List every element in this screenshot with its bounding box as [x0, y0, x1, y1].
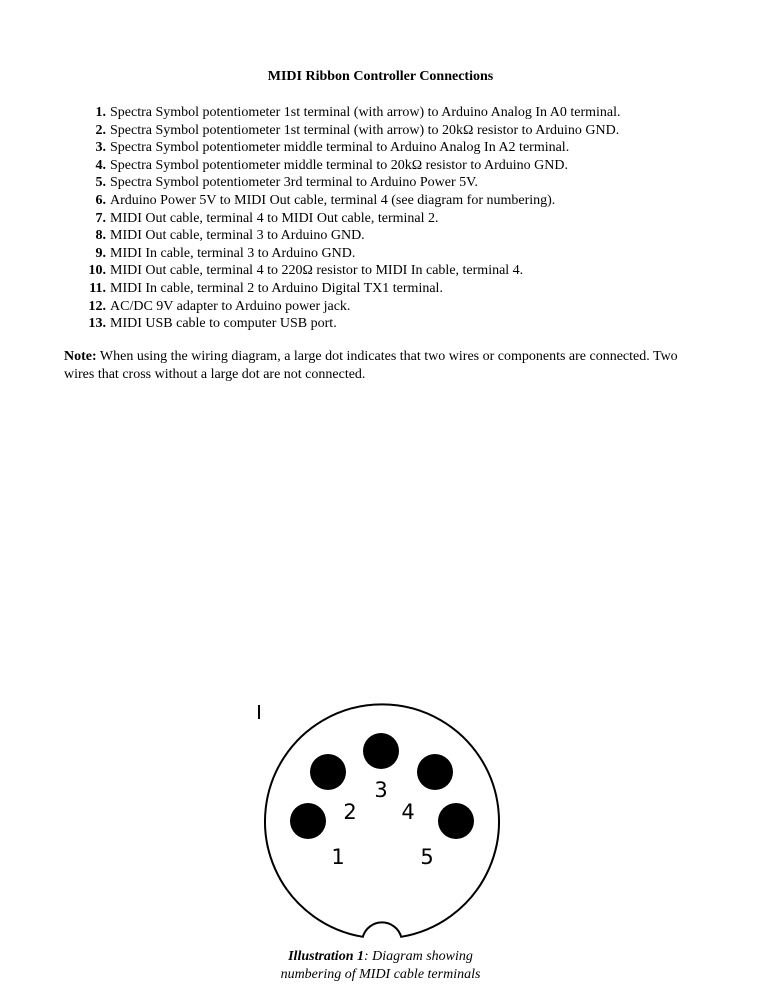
- item-text: MIDI USB cable to computer USB port.: [110, 316, 337, 332]
- item-number: 4.: [95, 157, 106, 173]
- item-text: Spectra Symbol potentiometer 1st terminal (with arrow) to Arduino Analog In A0 terminal.: [110, 105, 621, 120]
- list-item: [64, 280, 724, 298]
- list-item: [64, 298, 724, 316]
- figure-caption: [0, 948, 761, 984]
- connection-list: [64, 104, 724, 333]
- item-text: Arduino Power 5V to MIDI Out cable, terminal 4 (see diagram for numbering).: [110, 192, 556, 208]
- list-item: [64, 174, 724, 192]
- item-text: MIDI In cable, terminal 3 to Arduino GND.: [110, 245, 356, 261]
- pin-label-1: 1: [331, 845, 345, 869]
- item-number: 2.: [95, 122, 106, 138]
- midi-connector-diagram: [252, 700, 512, 946]
- note-label: Note:: [64, 349, 97, 364]
- note-paragraph: [64, 348, 684, 384]
- caption-text-1: : Diagram showing: [363, 949, 473, 964]
- pin-3-dot: [363, 733, 399, 769]
- list-item: [64, 192, 724, 210]
- list-item: [64, 315, 724, 333]
- pin-label-5: 5: [420, 845, 434, 869]
- list-item: [64, 262, 724, 280]
- list-item: [64, 104, 724, 122]
- list-item: [64, 139, 724, 157]
- item-number: 5.: [95, 175, 106, 191]
- item-number: 3.: [95, 140, 106, 156]
- item-number: 6.: [95, 192, 106, 208]
- list-item: [64, 210, 724, 228]
- list-item: [64, 157, 724, 175]
- item-text: Spectra Symbol potentiometer middle terminal to Arduino Analog In A2 terminal.: [110, 140, 570, 156]
- item-number: 13.: [88, 316, 106, 332]
- pin-1-dot: [290, 803, 326, 839]
- list-item: [64, 227, 724, 245]
- item-text: MIDI In cable, terminal 2 to Arduino Digital TX1 terminal.: [110, 280, 443, 296]
- item-number: 7.: [95, 210, 106, 226]
- page-title: MIDI Ribbon Controller Connections: [267, 69, 494, 84]
- pin-4-dot: [417, 754, 453, 790]
- item-number: 10.: [88, 263, 106, 279]
- item-text: Spectra Symbol potentiometer 1st terminal (with arrow) to 20kΩ resistor to Arduino GND.: [110, 122, 620, 138]
- pin-2-dot: [310, 754, 346, 790]
- list-item: [64, 245, 724, 263]
- caption-line-1: [0, 948, 761, 966]
- item-number: 9.: [95, 245, 106, 261]
- item-text: AC/DC 9V adapter to Arduino power jack.: [110, 298, 351, 314]
- pin-label-4: 4: [401, 800, 415, 824]
- pin-5-dot: [438, 803, 474, 839]
- item-text: MIDI Out cable, terminal 3 to Arduino GND.: [110, 228, 365, 244]
- item-number: 12.: [88, 298, 106, 314]
- item-number: 8.: [95, 228, 106, 244]
- pin-label-3: 3: [374, 778, 388, 802]
- note-text: When using the wiring diagram, a large dot indicates that two wires or components are connected. Two wires that cross without a large dot are not connected.: [64, 349, 678, 382]
- list-item: [64, 122, 724, 140]
- item-text: Spectra Symbol potentiometer 3rd terminal to Arduino Power 5V.: [110, 175, 478, 191]
- caption-label: Illustration 1: [288, 949, 364, 964]
- item-text: MIDI Out cable, terminal 4 to MIDI Out cable, terminal 2.: [110, 210, 439, 226]
- caption-line-2: numbering of MIDI cable terminals: [280, 967, 481, 982]
- item-text: MIDI Out cable, terminal 4 to 220Ω resistor to MIDI In cable, terminal 4.: [110, 263, 524, 279]
- item-number: 11.: [89, 280, 106, 296]
- item-number: 1.: [95, 105, 106, 120]
- item-text: Spectra Symbol potentiometer middle terminal to 20kΩ resistor to Arduino GND.: [110, 157, 568, 173]
- pin-label-2: 2: [343, 800, 357, 824]
